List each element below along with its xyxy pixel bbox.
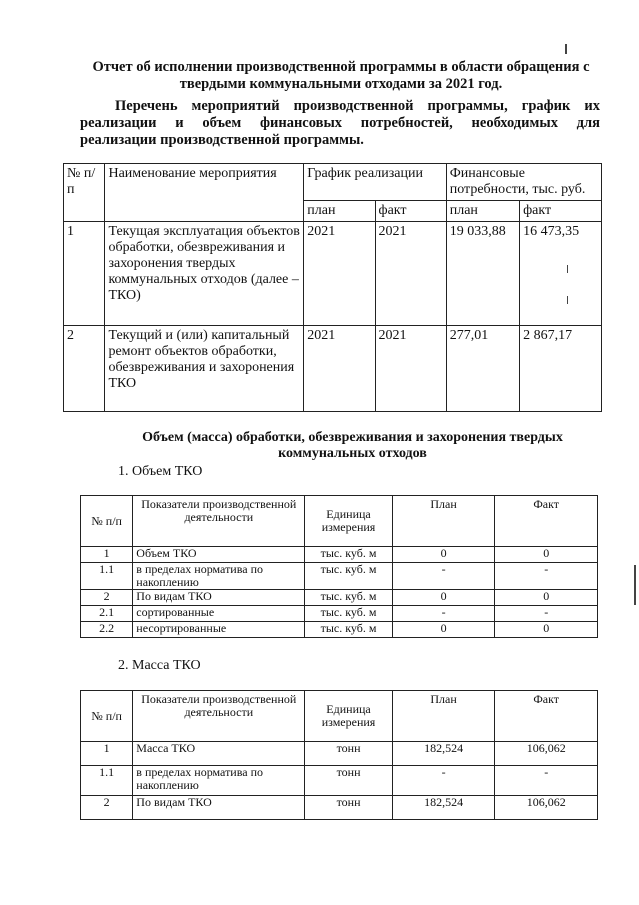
row-plan: -: [392, 766, 495, 796]
row-name: Объем ТКО: [133, 547, 305, 563]
row-name: несортированные: [133, 622, 305, 638]
row-schedule-plan: 2021: [304, 326, 375, 412]
row-name: Текущая эксплуатация объектов обработки, обезвреживания и захоронения твердых коммунальных отходов (далее – ТКО): [105, 222, 304, 326]
row-plan: -: [392, 563, 495, 590]
row-name: Текущий и (или) капитальный ремонт объектов обработки, обезвреживания и захоронения ТКО: [105, 326, 304, 412]
header-num: № п/п: [81, 691, 133, 742]
header-finance: Финансовые потребности, тыс. руб.: [446, 164, 601, 201]
table-row: [81, 606, 598, 622]
scan-mark: [634, 565, 636, 605]
row-finance-fact: 16 473,35: [520, 222, 602, 326]
scan-mark: [567, 265, 568, 273]
header-schedule: График реализации: [304, 164, 446, 201]
measures-table: [63, 163, 602, 412]
table-row: [81, 622, 598, 638]
row-unit: тонн: [305, 766, 393, 796]
row-plan: 182,524: [392, 742, 495, 766]
row-schedule-plan: 2021: [304, 222, 375, 326]
row-name: По видам ТКО: [133, 590, 305, 606]
row-finance-fact: 2 867,17: [520, 326, 602, 412]
mass-table: [80, 690, 598, 820]
table-row: [64, 222, 602, 326]
table-row: [64, 326, 602, 412]
header-unit: Единица измерения: [305, 691, 393, 742]
row-num: 1.1: [81, 766, 133, 796]
row-fact: -: [495, 563, 598, 590]
header-plan: План: [392, 691, 495, 742]
row-plan: -: [392, 606, 495, 622]
row-num: 1: [81, 742, 133, 766]
report-title: Отчет об исполнении производственной программы в области обращения с твердыми коммунальными отходами за 2021 год.: [92, 59, 590, 92]
row-plan: 0: [392, 590, 495, 606]
header-num: № п/п: [81, 496, 133, 547]
table-row: [81, 563, 598, 590]
header-plan: план: [304, 201, 375, 222]
table-row: [81, 796, 598, 820]
subtitle-line: реализации и объем финансовых потребностей, необходимых для: [80, 115, 600, 131]
header-plan: План: [392, 496, 495, 547]
header-name: Наименование мероприятия: [105, 164, 304, 222]
header-fact: Факт: [495, 496, 598, 547]
row-fact: 0: [495, 622, 598, 638]
header-fact: Факт: [495, 691, 598, 742]
scan-mark: [565, 44, 567, 54]
row-fact: -: [495, 766, 598, 796]
table-row: [81, 547, 598, 563]
row-schedule-fact: 2021: [375, 222, 446, 326]
row-finance-plan: 277,01: [446, 326, 519, 412]
report-subtitle: [80, 98, 600, 149]
row-unit: тыс. куб. м: [305, 606, 393, 622]
row-unit: тыс. куб. м: [305, 622, 393, 638]
row-fact: 106,062: [495, 742, 598, 766]
header-indicator: Показатели производственной деятельности: [133, 496, 305, 547]
mass-subheading: 2. Масса ТКО: [118, 658, 201, 673]
row-num: 2: [64, 326, 105, 412]
volume-table: [80, 495, 598, 638]
row-num: 1: [81, 547, 133, 563]
header-num: № п/п: [64, 164, 105, 222]
row-name: в пределах норматива по накоплению: [133, 766, 305, 796]
row-unit: тонн: [305, 742, 393, 766]
scan-mark: [567, 296, 568, 304]
row-schedule-fact: 2021: [375, 326, 446, 412]
row-fact: 0: [495, 547, 598, 563]
header-fact: факт: [520, 201, 602, 222]
volume-subheading: 1. Объем ТКО: [118, 464, 203, 479]
row-unit: тыс. куб. м: [305, 547, 393, 563]
row-plan: 0: [392, 547, 495, 563]
row-name: в пределах норматива по накоплению: [133, 563, 305, 590]
header-unit: Единица измерения: [305, 496, 393, 547]
row-name: сортированные: [133, 606, 305, 622]
table-row: [81, 742, 598, 766]
row-name: По видам ТКО: [133, 796, 305, 820]
row-fact: -: [495, 606, 598, 622]
row-unit: тыс. куб. м: [305, 590, 393, 606]
row-fact: 0: [495, 590, 598, 606]
row-num: 2.2: [81, 622, 133, 638]
subtitle-line: реализации производственной программы.: [80, 132, 364, 148]
row-name: Масса ТКО: [133, 742, 305, 766]
row-fact: 106,062: [495, 796, 598, 820]
table-row: [81, 766, 598, 796]
row-num: 2.1: [81, 606, 133, 622]
volume-section-title: Объем (масса) обработки, обезвреживания и захоронения твердых коммунальных отходов: [142, 430, 563, 461]
subtitle-line: Перечень мероприятий производственной программы, график их: [115, 98, 600, 114]
header-indicator: Показатели производственной деятельности: [133, 691, 305, 742]
table-row: [81, 590, 598, 606]
row-unit: тонн: [305, 796, 393, 820]
header-plan: план: [446, 201, 519, 222]
row-unit: тыс. куб. м: [305, 563, 393, 590]
row-num: 1: [64, 222, 105, 326]
row-num: 2: [81, 796, 133, 820]
row-plan: 0: [392, 622, 495, 638]
row-num: 2: [81, 590, 133, 606]
row-num: 1.1: [81, 563, 133, 590]
row-plan: 182,524: [392, 796, 495, 820]
header-fact: факт: [375, 201, 446, 222]
row-finance-plan: 19 033,88: [446, 222, 519, 326]
